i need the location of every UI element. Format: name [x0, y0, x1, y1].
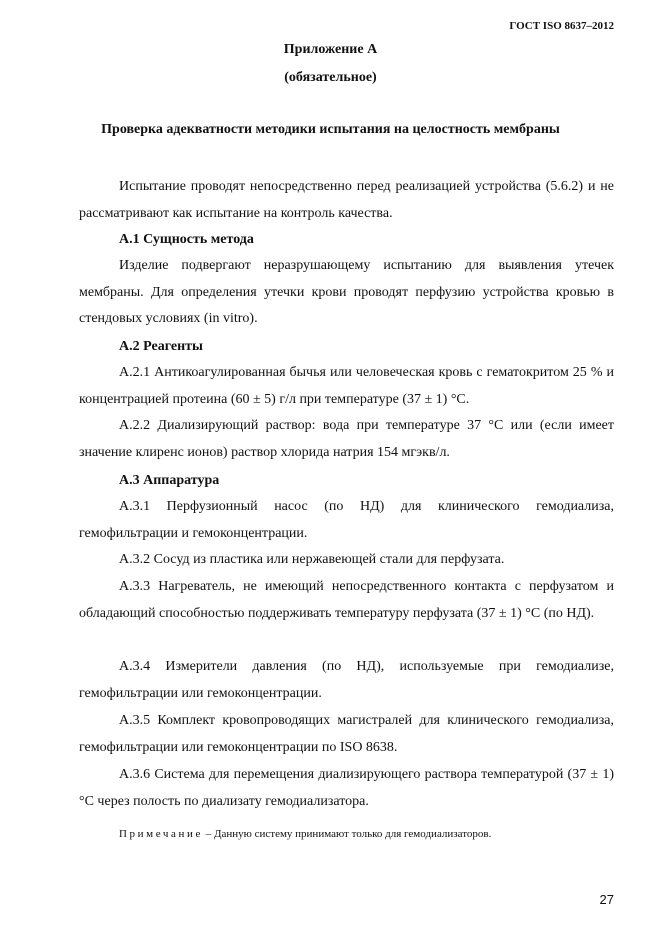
- paragraph-a1: Изделие подвергают неразрушающему испытанию для выявления утечек мембраны. Для определения утечки крови проводят перфузию устройства кровью в стендовых условиях (in vitro).: [79, 258, 614, 327]
- note-text: – Данную систему принимают только для гемодиализаторов.: [202, 828, 492, 840]
- note: [119, 828, 491, 840]
- paragraph-a3-1: А.3.1 Перфузионный насос (по НД) для клинического гемодиализа, гемофильтрации и гемоконцентрации.: [79, 499, 614, 541]
- page-number: 27: [599, 892, 614, 907]
- paragraph-a3-4: А.3.4 Измерители давления (по НД), используемые при гемодиализе, гемофильтрации или гемоконцентрации.: [79, 659, 614, 701]
- paragraph-intro: Испытание проводят непосредственно перед реализацией устройства (5.6.2) и не рассматривают как испытание на контроль качества.: [79, 179, 614, 221]
- paragraph-a2-2: А.2.2 Диализирующий раствор: вода при температуре 37 °С или (если имеет значение клиренс ионов) раствор хлорида натрия 154 мгэкв/л.: [79, 418, 614, 460]
- section-heading-a1: А.1 Сущность метода: [119, 232, 254, 247]
- paragraph-a3-3: А.3.3 Нагреватель, не имеющий непосредственного контакта с перфузатом и обладающий способностью поддерживать температуру перфузата (37 ± 1) °С (по НД).: [79, 579, 614, 621]
- appendix-heading: Проверка адекватности методики испытания на целостность мембраны: [101, 122, 560, 137]
- paragraph-a3-5: А.3.5 Комплект кровопроводящих магистралей для клинического гемодиализа, гемофильтрации или гемоконцентрации по ISO 8638.: [79, 713, 614, 755]
- appendix-kind: (обязательное): [284, 70, 377, 85]
- note-label: Примечание: [119, 828, 203, 840]
- standard-header: ГОСТ ISO 8637–2012: [509, 20, 614, 32]
- section-heading-a3: А.3 Аппаратура: [119, 473, 220, 488]
- paragraph-a2-1: А.2.1 Антикоагулированная бычья или человеческая кровь с гематокритом 25 % и концентрацией протеина (60 ± 5) г/л при температуре (37 ± 1) °С.: [79, 365, 614, 407]
- section-heading-a2: А.2 Реагенты: [119, 339, 203, 354]
- paragraph-a3-2: А.3.2 Сосуд из пластика или нержавеющей стали для перфузата.: [119, 552, 505, 567]
- paragraph-a3-6: А.3.6 Система для перемещения диализирующего раствора температурой (37 ± 1) °С через полость по диализату гемодиализатора.: [79, 767, 614, 809]
- appendix-title: Приложение А: [283, 42, 378, 57]
